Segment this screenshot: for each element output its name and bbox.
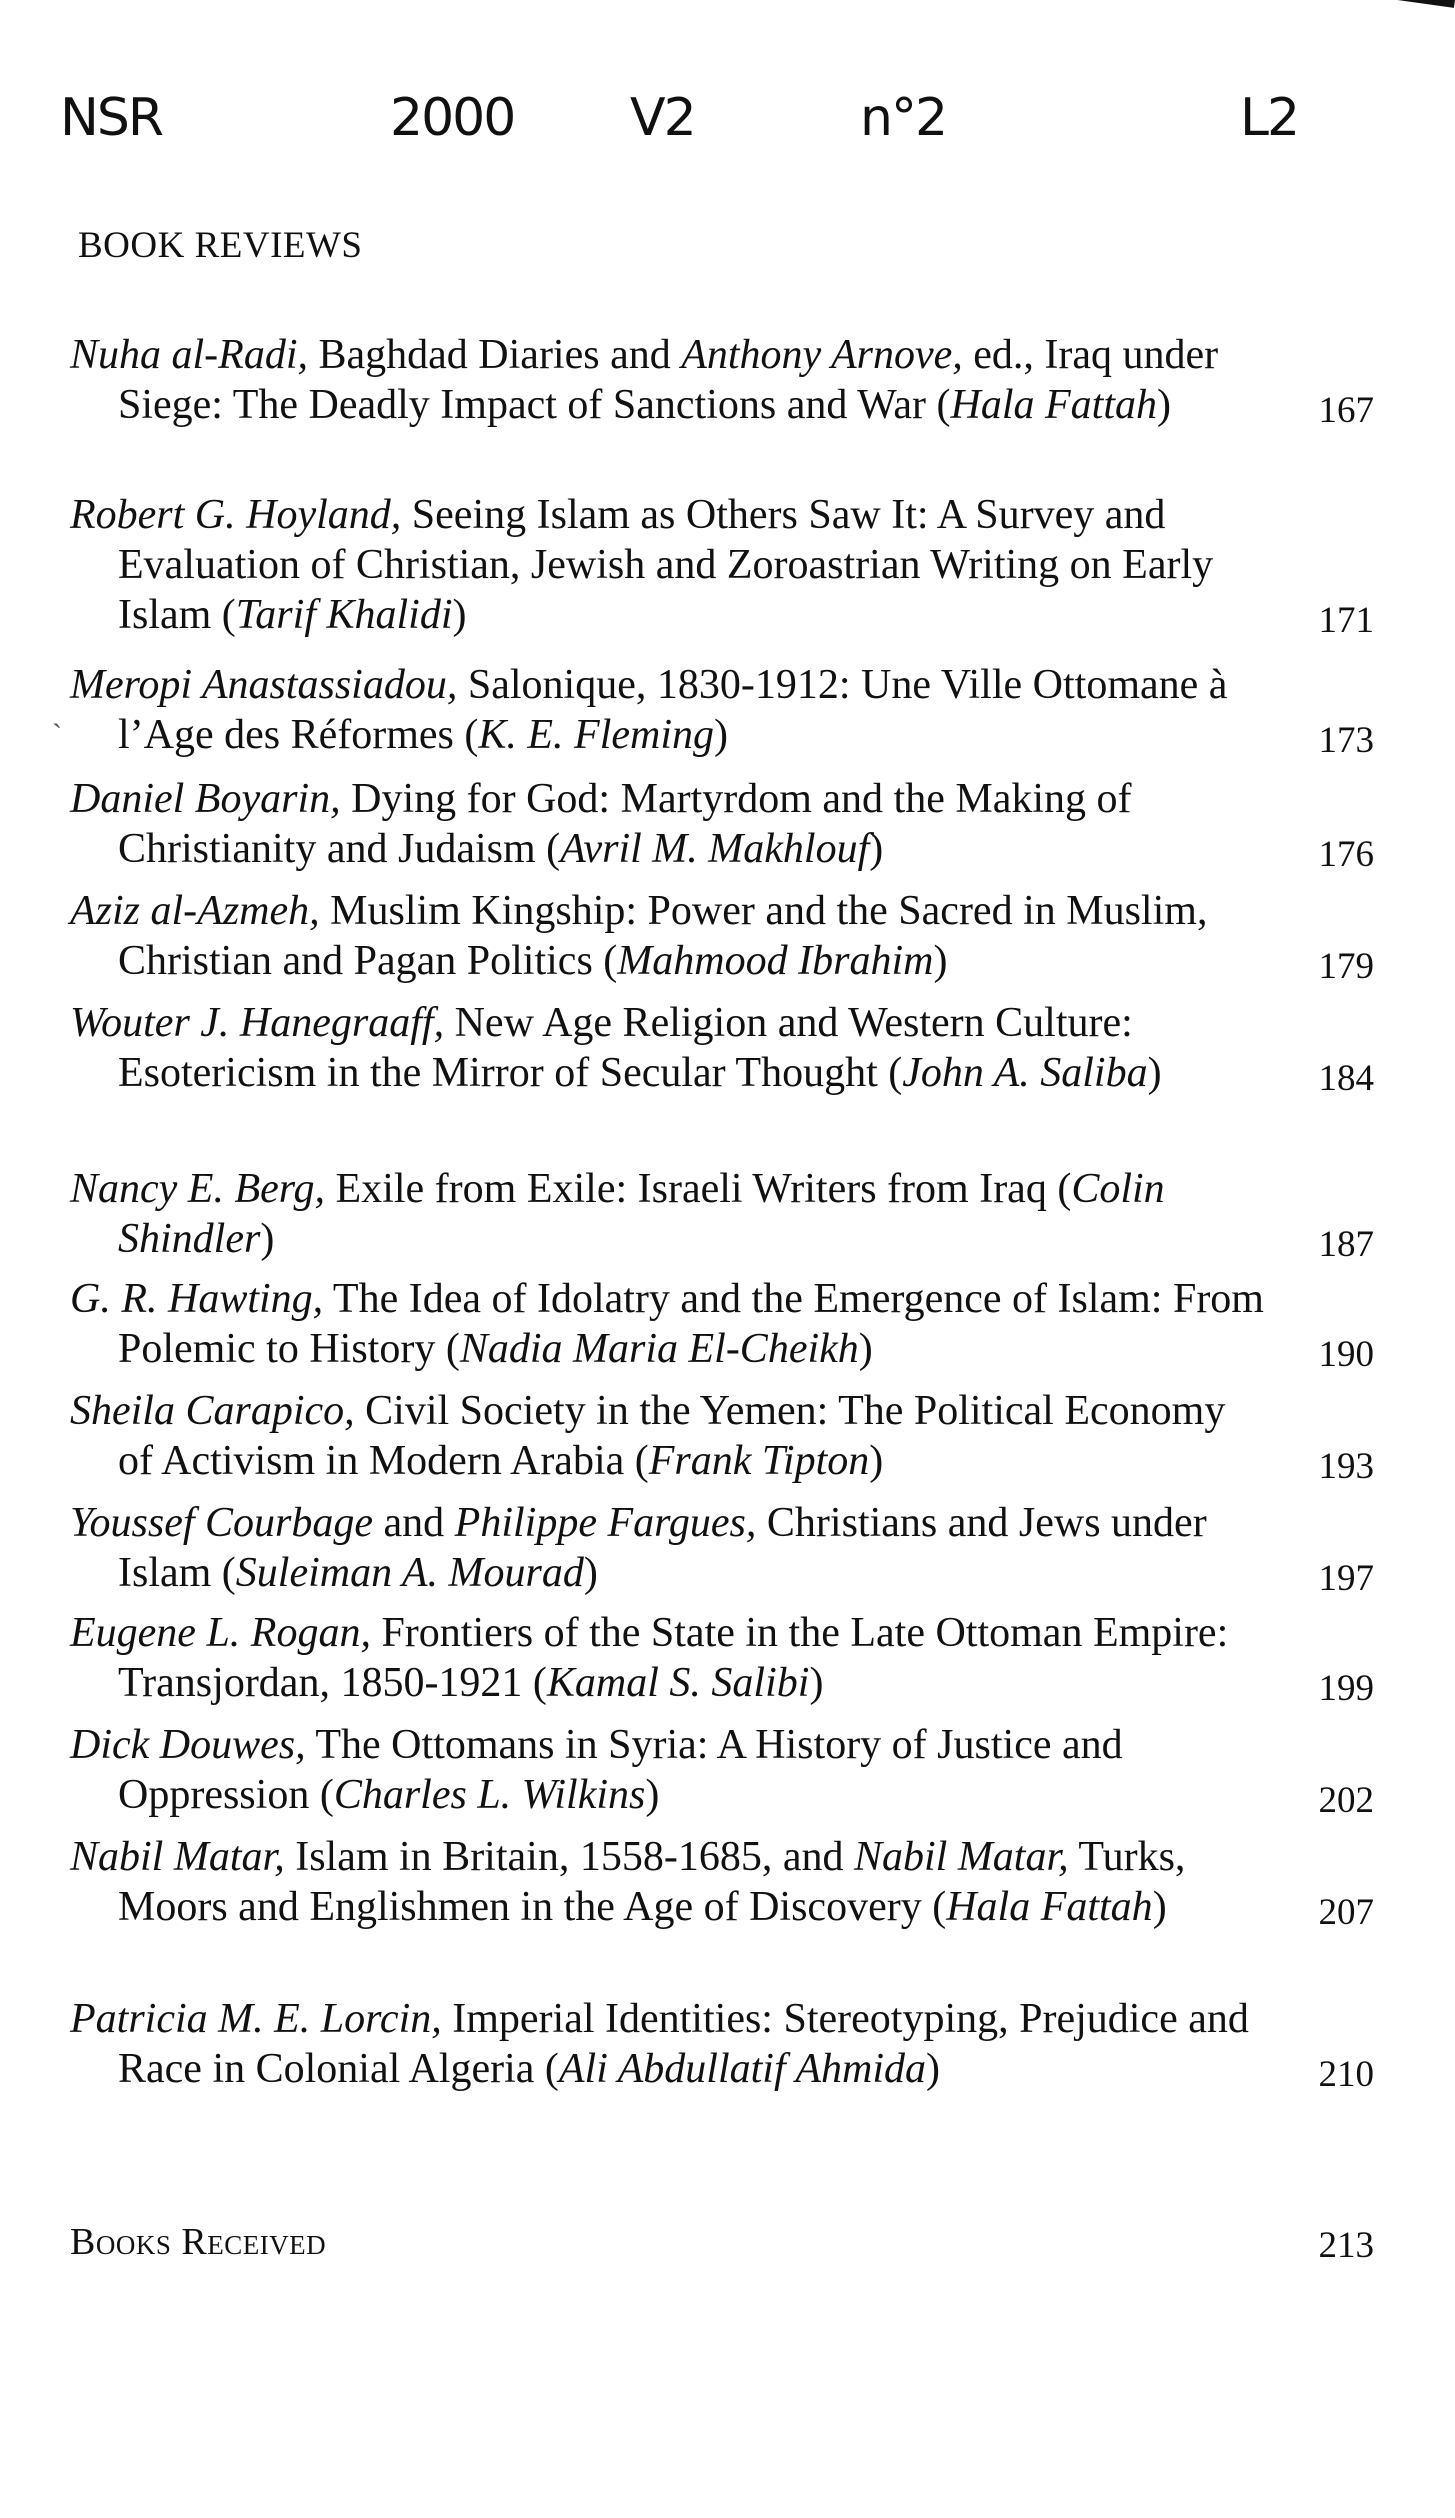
books-received-page: 213 bbox=[1318, 2225, 1374, 2266]
entry-title: Exile from Exile: Israeli Writers from Iraq ( bbox=[325, 1166, 1072, 1212]
entry-page-number: 176 bbox=[1318, 834, 1374, 875]
entry-page-number: 167 bbox=[1318, 390, 1374, 431]
entry-title: Seeing Islam as Others Saw It: A Survey and Evaluation of Christian, Jewish and Zoroastrian Writing on Early Islam ( bbox=[118, 492, 1214, 638]
entry-title: Dying for God: Martyrdom and the Making of Christianity and Judaism ( bbox=[118, 776, 1132, 872]
entry-title: The Idea of Idolatry and the Emergence of Islam: From Polemic to History ( bbox=[118, 1276, 1264, 1372]
entry-title-2: Turks, Moors and Englishmen in the Age of Discovery ( bbox=[118, 1834, 1186, 1930]
entry-close-paren: ) bbox=[858, 1326, 873, 1372]
toc-entry bbox=[70, 1274, 1410, 1374]
entry-reviewer: Suleiman A. Mourad bbox=[235, 1550, 584, 1596]
entry-reviewer: John A. Saliba bbox=[902, 1050, 1148, 1096]
entry-author: Wouter J. Hanegraaff, bbox=[70, 1000, 445, 1046]
entry-author-2: Nabil Matar, bbox=[853, 1834, 1069, 1880]
entry-title-2: Christians and Jews under Islam ( bbox=[118, 1500, 1207, 1596]
toc-entry-text bbox=[70, 774, 1268, 874]
toc-entry bbox=[70, 1720, 1410, 1820]
entry-author: Youssef Courbage bbox=[70, 1500, 374, 1546]
entry-reviewer: Ali Abdullatif Ahmida bbox=[558, 2046, 927, 2092]
entry-author: G. R. Hawting, bbox=[70, 1276, 324, 1322]
entry-close-paren: ) bbox=[714, 712, 729, 758]
handwritten-number: n°2 bbox=[860, 88, 947, 148]
entry-reviewer: Colin Shindler bbox=[118, 1166, 1165, 1262]
entry-close-paren: ) bbox=[926, 2046, 941, 2092]
entry-author: Daniel Boyarin, bbox=[70, 776, 341, 822]
toc-entry-text bbox=[70, 660, 1268, 760]
toc-entry-text bbox=[70, 1720, 1268, 1820]
entry-page-number: 179 bbox=[1318, 946, 1374, 987]
toc-entry bbox=[70, 1608, 1410, 1708]
entry-title: Salonique, 1830-1912: Une Ville Ottomane à l’Age des Réformes ( bbox=[118, 662, 1228, 758]
toc-entry bbox=[70, 1832, 1410, 1932]
entry-page-number: 190 bbox=[1318, 1334, 1374, 1375]
entry-page-number: 187 bbox=[1318, 1224, 1374, 1265]
entry-title: Imperial Identities: Stereotyping, Prejudice and Race in Colonial Algeria ( bbox=[118, 1996, 1249, 2092]
entry-title: and bbox=[373, 1500, 455, 1546]
toc-entry bbox=[70, 1994, 1410, 2094]
entry-page-number: 193 bbox=[1318, 1446, 1374, 1487]
toc-entry-text bbox=[70, 998, 1268, 1098]
entry-author: Aziz al-Azmeh, bbox=[70, 888, 320, 934]
entry-close-paren: ) bbox=[452, 592, 467, 638]
entry-author-2: Philippe Fargues, bbox=[454, 1500, 757, 1546]
entry-author: Patricia M. E. Lorcin, bbox=[70, 1996, 442, 2042]
entry-close-paren: ) bbox=[809, 1660, 824, 1706]
handwritten-year: 2000 bbox=[390, 88, 515, 148]
entry-reviewer: Hala Fattah bbox=[946, 1884, 1153, 1930]
entry-title-2: ed., Iraq under Siege: The Deadly Impact of Sanctions and War ( bbox=[118, 332, 1219, 428]
entry-close-paren: ) bbox=[260, 1216, 275, 1262]
entry-author: Nabil Matar, bbox=[70, 1834, 285, 1880]
entry-close-paren: ) bbox=[583, 1550, 598, 1596]
entry-page-number: 197 bbox=[1318, 1558, 1374, 1599]
entry-reviewer: Hala Fattah bbox=[950, 382, 1157, 428]
entry-page-number: 207 bbox=[1318, 1892, 1374, 1933]
entry-author: Eugene L. Rogan, bbox=[70, 1610, 371, 1656]
entry-reviewer: Avril M. Makhlouf bbox=[560, 826, 870, 872]
entry-close-paren: ) bbox=[1147, 1050, 1162, 1096]
handwritten-journal: NSR bbox=[60, 88, 163, 148]
entry-author: Nuha al-Radi, bbox=[70, 332, 308, 378]
entry-title: Civil Society in the Yemen: The Political Economy of Activism in Modern Arabia ( bbox=[118, 1388, 1226, 1484]
entry-reviewer: Nadia Maria El-Cheikh bbox=[459, 1326, 859, 1372]
toc-entry bbox=[70, 1386, 1410, 1486]
toc-entry bbox=[70, 660, 1410, 760]
toc-entry-text bbox=[70, 1274, 1268, 1374]
books-received-label: Books Received bbox=[70, 2221, 327, 2263]
entry-reviewer: Kamal S. Salibi bbox=[546, 1660, 810, 1706]
entry-title: Baghdad Diaries and bbox=[308, 332, 682, 378]
entry-close-paren: ) bbox=[1152, 1884, 1167, 1930]
entry-title: The Ottomans in Syria: A History of Justice and Oppression ( bbox=[118, 1722, 1123, 1818]
entry-author-2: Anthony Arnove, bbox=[681, 332, 963, 378]
toc-entry-text bbox=[70, 490, 1268, 640]
books-received-row bbox=[70, 2220, 1410, 2264]
entry-close-paren: ) bbox=[869, 826, 884, 872]
entry-author: Robert G. Hoyland, bbox=[70, 492, 402, 538]
handwritten-volume: V2 bbox=[630, 88, 695, 148]
entry-title: Islam in Britain, 1558-1685, and bbox=[284, 1834, 854, 1880]
entry-reviewer: Tarif Khalidi bbox=[235, 592, 453, 638]
toc-entry bbox=[70, 490, 1410, 640]
toc-entry-text bbox=[70, 330, 1268, 430]
entry-close-paren: ) bbox=[869, 1438, 884, 1484]
toc-entry-text bbox=[70, 1832, 1268, 1932]
stray-mark: ` bbox=[52, 718, 62, 751]
entry-page-number: 171 bbox=[1318, 600, 1374, 641]
toc-entry bbox=[70, 774, 1410, 874]
toc-entry-text bbox=[70, 1608, 1268, 1708]
entry-close-paren: ) bbox=[933, 938, 948, 984]
toc-entry-text bbox=[70, 1498, 1268, 1598]
entry-reviewer: K. E. Fleming bbox=[478, 712, 715, 758]
entry-page-number: 199 bbox=[1318, 1668, 1374, 1709]
toc-entry-text bbox=[70, 1994, 1268, 2094]
toc-entry-text bbox=[70, 1386, 1268, 1486]
entry-title: Frontiers of the State in the Late Ottoman Empire: Transjordan, 1850-1921 ( bbox=[118, 1610, 1229, 1706]
toc-entry-text bbox=[70, 1164, 1268, 1264]
entry-author: Dick Douwes, bbox=[70, 1722, 306, 1768]
toc-entry bbox=[70, 886, 1410, 986]
corner-mark bbox=[1382, 0, 1455, 30]
section-title: BOOK REVIEWS bbox=[78, 225, 363, 266]
entry-title: New Age Religion and Western Culture: Esotericism in the Mirror of Secular Thought ( bbox=[118, 1000, 1133, 1096]
entry-page-number: 202 bbox=[1318, 1780, 1374, 1821]
toc-entry bbox=[70, 998, 1410, 1098]
entry-page-number: 184 bbox=[1318, 1058, 1374, 1099]
entry-close-paren: ) bbox=[645, 1772, 660, 1818]
toc-entry bbox=[70, 1164, 1410, 1264]
entry-title: Muslim Kingship: Power and the Sacred in Muslim, Christian and Pagan Politics ( bbox=[118, 888, 1208, 984]
entry-reviewer: Mahmood Ibrahim bbox=[617, 938, 934, 984]
handwritten-extra: L2 bbox=[1240, 88, 1299, 148]
entry-author: Nancy E. Berg, bbox=[70, 1166, 326, 1212]
entry-page-number: 173 bbox=[1318, 720, 1374, 761]
toc-entry-text bbox=[70, 886, 1268, 986]
entry-author: Sheila Carapico, bbox=[70, 1388, 355, 1434]
entry-reviewer: Charles L. Wilkins bbox=[333, 1772, 646, 1818]
toc-entry bbox=[70, 330, 1410, 430]
entry-reviewer: Frank Tipton bbox=[648, 1438, 870, 1484]
toc-entry bbox=[70, 1498, 1410, 1598]
entry-close-paren: ) bbox=[1157, 382, 1171, 428]
entry-author: Meropi Anastassiadou, bbox=[70, 662, 458, 708]
entry-page-number: 210 bbox=[1318, 2054, 1374, 2095]
